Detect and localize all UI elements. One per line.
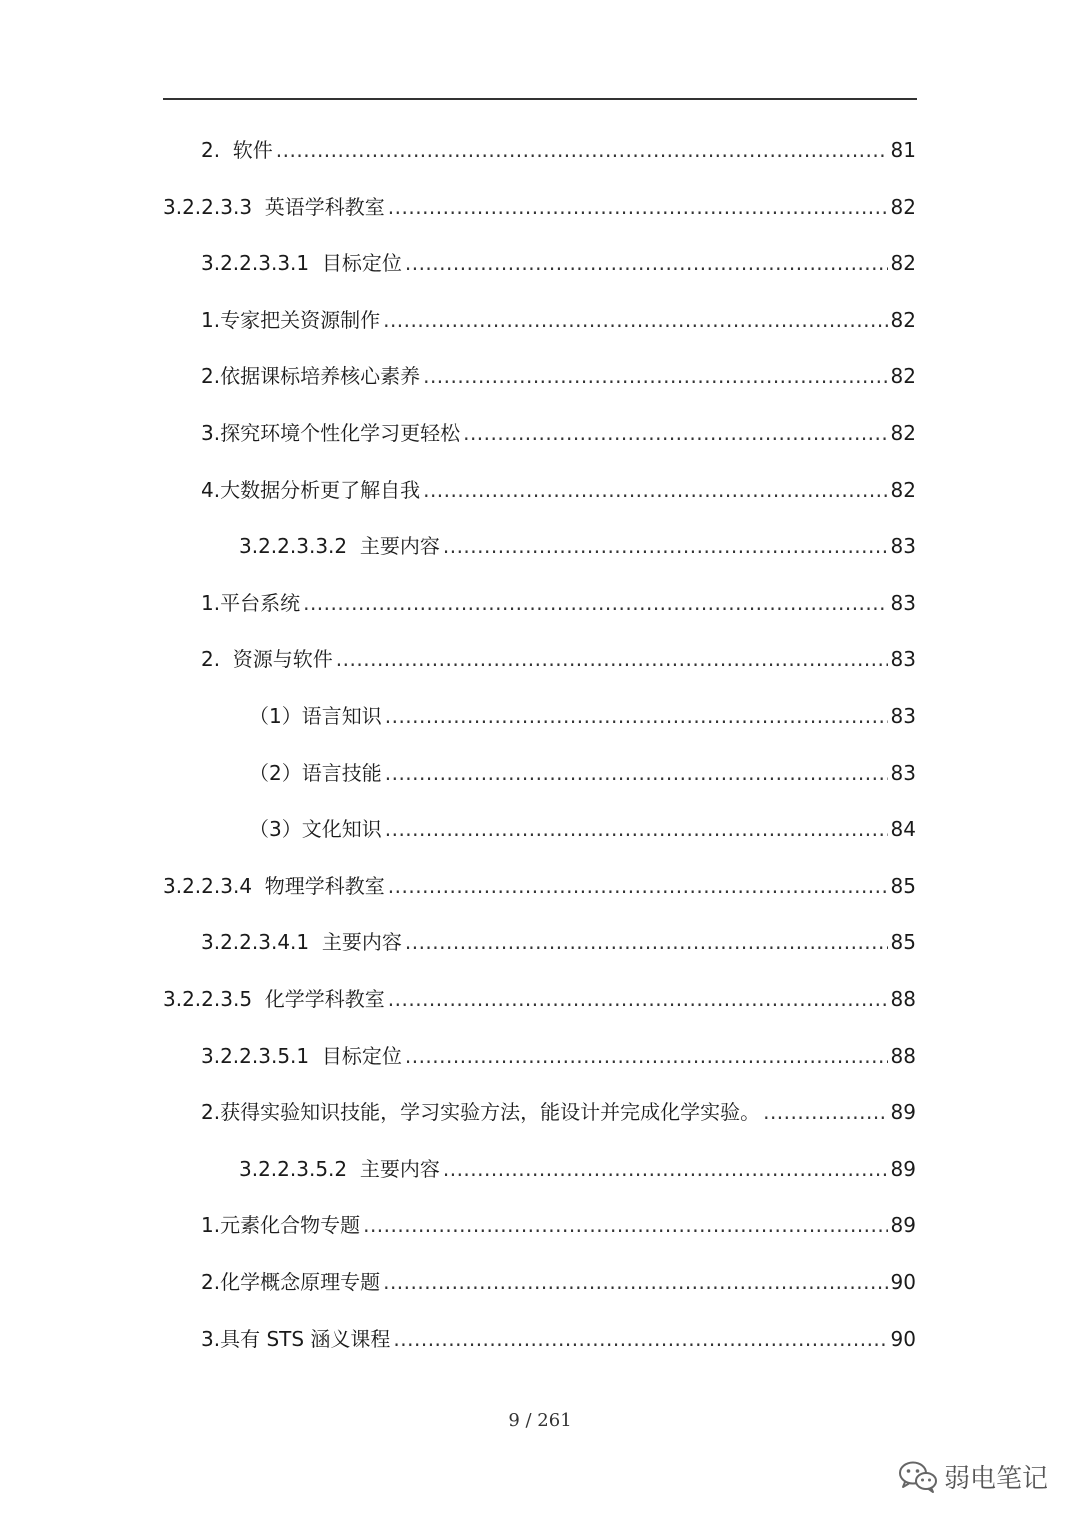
toc-entry-label: 2. 资源与软件 [201, 647, 333, 672]
toc-entry-page: 83 [890, 590, 916, 615]
toc-entry-label: 2.依据课标培养核心素养 [201, 364, 421, 389]
toc-entry[interactable] [201, 356, 916, 396]
header-rule [163, 98, 917, 100]
toc-entry-page: 83 [890, 534, 916, 559]
toc-entry-page: 90 [890, 1326, 916, 1351]
toc-entry-page: 83 [890, 647, 916, 672]
toc-entry[interactable] [249, 696, 916, 736]
toc-entry[interactable] [163, 187, 916, 227]
toc-entry[interactable] [201, 1262, 916, 1302]
toc-leader [385, 809, 888, 849]
toc-entry[interactable] [249, 809, 916, 849]
toc-entry[interactable] [201, 470, 916, 510]
toc-leader [388, 979, 888, 1019]
toc-leader [385, 696, 888, 736]
toc-leader [303, 583, 887, 623]
toc-leader [383, 1262, 887, 1302]
toc-entry-page: 83 [890, 704, 916, 728]
toc-entry-page: 82 [890, 477, 916, 502]
toc-leader [405, 922, 888, 962]
toc-entry-page: 82 [890, 364, 916, 389]
toc-entry-page: 88 [890, 987, 916, 1011]
toc-entry-label: 1.元素化合物专题 [201, 1213, 361, 1238]
toc-entry[interactable] [201, 922, 916, 962]
toc-entry-page: 81 [890, 138, 916, 162]
toc-entry-label: 3.2.2.3.5.1 目标定位 [201, 1043, 402, 1068]
toc-entry-label: 3.具有 STS 涵义课程 [201, 1326, 391, 1351]
toc-leader [385, 753, 888, 793]
toc-entry-label: 3.2.2.3.4.1 主要内容 [201, 930, 402, 955]
toc-entry-page: 88 [890, 1043, 916, 1068]
toc-entry-label: 3.2.2.3.4 物理学科教室 [163, 873, 385, 898]
toc-entry[interactable] [163, 979, 916, 1019]
toc-leader [276, 130, 888, 170]
toc-entry-label: 2. 软件 [201, 138, 273, 162]
wechat-icon [898, 1460, 938, 1494]
toc-leader [388, 866, 888, 906]
toc-leader [336, 639, 888, 679]
toc-entry[interactable] [201, 1036, 916, 1076]
page-number: 9 / 261 [508, 1410, 572, 1431]
toc-entry[interactable] [249, 753, 916, 793]
toc-entry-label: 1.专家把关资源制作 [201, 307, 381, 332]
toc-entry-label: 3.2.2.3.3.1 目标定位 [201, 251, 402, 276]
toc-entry-page: 85 [890, 930, 916, 955]
toc-leader [405, 1036, 888, 1076]
toc-entry-label: 3.2.2.3.3 英语学科教室 [163, 194, 385, 219]
toc-entry-page: 83 [890, 760, 916, 785]
toc-leader [443, 1149, 888, 1189]
toc-leader [763, 1092, 887, 1132]
toc-entry-page: 89 [890, 1213, 916, 1238]
toc-entry-label: 3.2.2.3.5 化学学科教室 [163, 987, 385, 1011]
toc-entry-page: 89 [890, 1156, 916, 1181]
toc-leader [423, 356, 887, 396]
toc-entry-label: 1.平台系统 [201, 590, 301, 615]
watermark [898, 1458, 1048, 1495]
toc-entry[interactable] [163, 866, 916, 906]
toc-entry[interactable] [239, 526, 916, 566]
toc-entry[interactable] [201, 639, 916, 679]
toc-entry[interactable] [201, 130, 916, 170]
toc-entry-page: 82 [890, 421, 916, 445]
toc-entry-page: 82 [890, 251, 916, 276]
toc-entry-page: 82 [890, 307, 916, 332]
toc-leader [393, 1319, 887, 1359]
toc-leader [383, 300, 887, 340]
toc-entry[interactable] [201, 413, 916, 453]
toc-entry-page: 85 [890, 873, 916, 898]
toc-leader [423, 470, 887, 510]
toc-leader [405, 243, 888, 283]
toc-entry[interactable] [201, 243, 916, 283]
toc-entry-label: 2.化学概念原理专题 [201, 1270, 381, 1294]
watermark-text: 弱电笔记 [943, 1464, 1048, 1494]
toc-entry-label: 2.获得实验知识技能，学习实验方法，能设计并完成化学实验。 [201, 1100, 761, 1125]
toc-entry[interactable] [201, 1205, 916, 1245]
toc-entry-page: 84 [890, 817, 916, 842]
toc-entry-label: 3.2.2.3.5.2 主要内容 [239, 1156, 440, 1181]
toc-entry-label: （2）语言技能 [249, 760, 382, 785]
toc-leader [443, 526, 888, 566]
toc-entry-label: （1）语言知识 [249, 704, 382, 728]
toc-entry[interactable] [201, 1092, 916, 1132]
toc-entry[interactable] [239, 1149, 916, 1189]
toc-entry-page: 82 [890, 194, 916, 219]
toc-entry-label: 3.探究环境个性化学习更轻松 [201, 421, 461, 445]
toc-entry[interactable] [201, 300, 916, 340]
toc-entry-page: 90 [890, 1270, 916, 1294]
toc-leader [388, 187, 888, 227]
toc-leader [463, 413, 887, 453]
toc-entry[interactable] [201, 583, 916, 623]
toc-entry-label: 4.大数据分析更了解自我 [201, 477, 421, 502]
toc-entry-page: 89 [890, 1100, 916, 1125]
toc-entry-label: 3.2.2.3.3.2 主要内容 [239, 534, 440, 559]
toc-entry-label: （3）文化知识 [249, 817, 382, 842]
toc-leader [363, 1205, 887, 1245]
toc-entry[interactable] [201, 1319, 916, 1359]
